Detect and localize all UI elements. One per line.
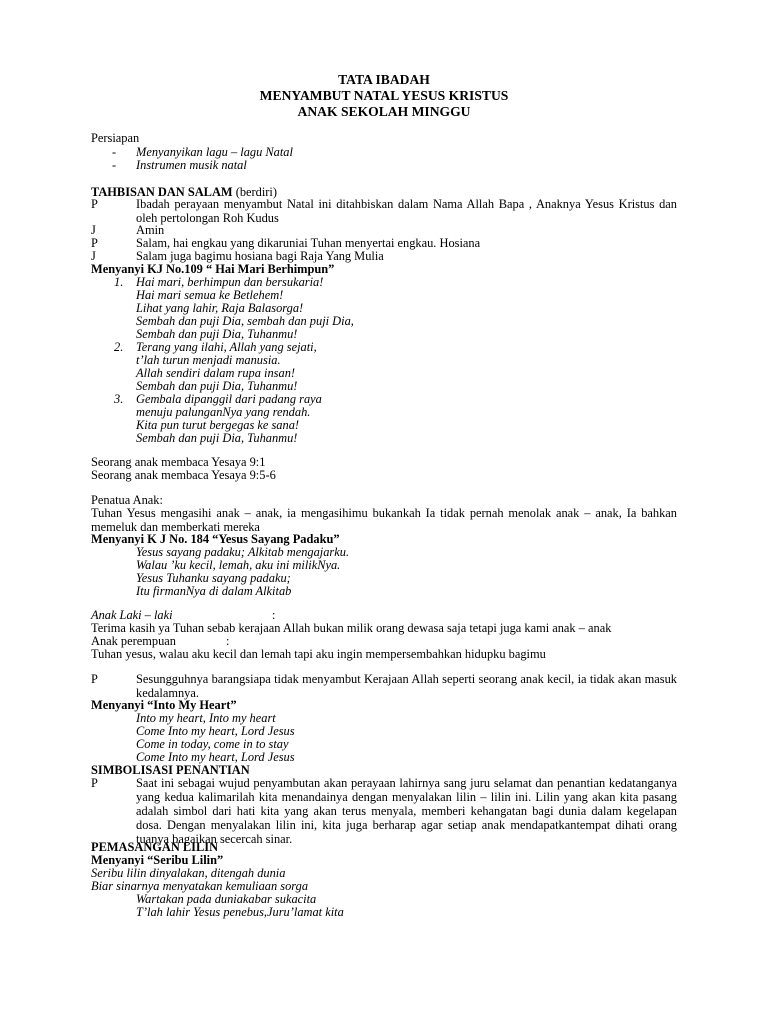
song1-verse-2-line-1: Terang yang ilahi, Allah yang sejati, <box>136 340 317 354</box>
song1-verse-1-line-3: Lihat yang lahir, Raja Balasorga! <box>136 301 304 315</box>
song1-verse-3-line-2: menuju palunganNya yang rendah. <box>136 405 311 419</box>
role-j-1: J <box>91 223 96 237</box>
role-p-2: P <box>91 236 98 250</box>
anak-laki-text: Terima kasih ya Tuhan sebab kerajaan Allah bukan milik orang dewasa saja tetapi juga kami anak – anak <box>91 621 612 635</box>
song1-verse-2-line-3: Allah sendiri dalam rupa insan! <box>136 366 296 380</box>
doc-title-line-3: ANAK SEKOLAH MINGGU <box>297 104 471 119</box>
persiapan-heading: Persiapan <box>91 131 140 145</box>
song3-line-2: Come Into my heart, Lord Jesus <box>136 724 295 738</box>
song4-line-1: Seribu lilin dinyalakan, ditengah dunia <box>91 866 286 880</box>
persiapan-item-1: Menyanyikan lagu – lagu Natal <box>136 145 293 159</box>
song3-line-3: Come in today, come in to stay <box>136 737 289 751</box>
song4-line-2: Biar sinarnya menyatakan kemuliaan sorga <box>91 879 309 893</box>
song3-line-4: Come Into my heart, Lord Jesus <box>136 750 295 764</box>
anak-laki-label: Anak Laki – laki <box>91 608 173 622</box>
song4-line-4: T’lah lahir Yesus penebus,Juru’lamat kita <box>136 905 344 919</box>
p-statement-text: Sesungguhnya barangsiapa tidak menyambut Kerajaan Allah seperti seorang anak kecil, ia tidak akan masuk kedalamnya. <box>136 672 677 700</box>
persiapan-item-2: Instrumen musik natal <box>136 158 247 172</box>
penatua-text: Tuhan Yesus mengasihi anak – anak, ia mengasihimu bukankah Ia tidak pernah menolak anak – anak, Ia bahkan memeluk dan memberkati mereka <box>91 506 677 534</box>
song3-title: Menyanyi “Into My Heart” <box>91 698 237 712</box>
reading-2: Seorang anak membaca Yesaya 9:5-6 <box>91 468 276 482</box>
tahbisan-title: TAHBISAN DAN SALAM <box>91 185 233 199</box>
song1-verse-3-number: 3. <box>114 392 124 406</box>
tahbisan-text-2: Amin <box>136 223 165 237</box>
simbolisasi-text: Saat ini sebagai wujud penyambutan akan perayaan lahirnya sang juru selamat dan penantian kedatanganya yang kedua kalimarilah kita menandainya dengan menyalakan lilin – lilin ini. Lilin yang akan kita pasang adalah simbol dari hati kita yang akan terus menyala, memberi kehangatan bagi dunia dalam kegelapan dosa. Dengan menyalakan lilin ini, kita juga berharap agar setiap anak mendapatkantempat dihati orang tuanya bagaikan secercah sinar. <box>136 776 677 846</box>
song1-verse-3-line-4: Sembah dan puji Dia, Tuhanmu! <box>136 431 298 445</box>
role-p-3: P <box>91 672 98 686</box>
role-j-2: J <box>91 249 96 263</box>
song3-line-1: Into my heart, Into my heart <box>136 711 276 725</box>
song1-verse-3-line-1: Gembala dipanggil dari padang raya <box>136 392 322 406</box>
song2-line-4: Itu firmanNya di dalam Alkitab <box>136 584 292 598</box>
song1-verse-1-number: 1. <box>114 275 124 289</box>
song1-verse-2-line-4: Sembah dan puji Dia, Tuhanmu! <box>136 379 298 393</box>
tahbisan-note: (berdiri) <box>235 185 277 199</box>
song4-title: Menyanyi “Seribu Lilin” <box>91 853 224 867</box>
song2-line-3: Yesus Tuhanku sayang padaku; <box>136 571 291 585</box>
doc-title-line-2: MENYAMBUT NATAL YESUS KRISTUS <box>259 88 509 103</box>
role-p-1: P <box>91 197 98 211</box>
anak-perempuan-colon: : <box>226 634 230 648</box>
persiapan-dash-1: - <box>112 145 117 159</box>
penatua-heading: Penatua Anak: <box>91 493 163 507</box>
pemasangan-heading: PEMASANGAN LILIN <box>91 840 219 854</box>
song1-title: Menyanyi KJ No.109 “ Hai Mari Berhimpun” <box>91 262 335 276</box>
tahbisan-text-4: Salam juga bagimu hosiana bagi Raja Yang Mulia <box>136 249 384 263</box>
song1-verse-1-line-2: Hai mari semua ke Betlehem! <box>136 288 284 302</box>
song1-verse-2-line-2: t’lah turun menjadi manusia. <box>136 353 281 367</box>
song2-line-1: Yesus sayang padaku; Alkitab mengajarku. <box>136 545 350 559</box>
anak-perempuan-label: Anak perempuan <box>91 634 176 648</box>
doc-title-line-1: TATA IBADAH <box>338 72 430 87</box>
tahbisan-text-3: Salam, hai engkau yang dikaruniai Tuhan menyertai engkau. Hosiana <box>136 236 481 250</box>
persiapan-dash-2: - <box>112 158 117 172</box>
song4-line-3: Wartakan pada duniakabar sukacita <box>136 892 317 906</box>
song1-verse-3-line-3: Kita pun turut bergegas ke sana! <box>136 418 300 432</box>
song1-verse-1-line-5: Sembah dan puji Dia, Tuhanmu! <box>136 327 298 341</box>
song1-verse-1-line-4: Sembah dan puji Dia, sembah dan puji Dia, <box>136 314 354 328</box>
role-p-4: P <box>91 776 98 790</box>
anak-laki-colon: : <box>272 608 276 622</box>
reading-1: Seorang anak membaca Yesaya 9:1 <box>91 455 266 469</box>
simbolisasi-heading: SIMBOLISASI PENANTIAN <box>91 763 250 777</box>
song1-verse-2-number: 2. <box>114 340 124 354</box>
tahbisan-text-1: Ibadah perayaan menyambut Natal ini ditahbiskan dalam Nama Allah Bapa , Anaknya Yesus Kristus dan oleh pertolongan Roh Kudus <box>136 197 677 225</box>
song1-verse-1-line-1: Hai mari, berhimpun dan bersukaria! <box>136 275 324 289</box>
song2-line-2: Walau ’ku kecil, lemah, aku ini milikNya. <box>136 558 341 572</box>
anak-perempuan-text: Tuhan yesus, walau aku kecil dan lemah tapi aku ingin mempersembahkan hidupku bagimu <box>91 647 546 661</box>
song2-title: Menyanyi K J No. 184 “Yesus Sayang Padaku” <box>91 532 340 546</box>
